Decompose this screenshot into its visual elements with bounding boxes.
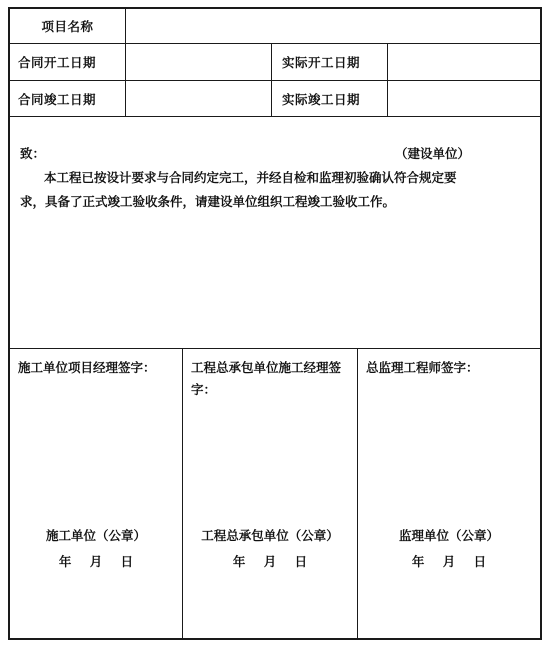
signature-block-general-contractor[interactable]: [183, 349, 358, 638]
signature-block-contractor[interactable]: [10, 349, 183, 638]
actual-completion-label: [272, 81, 388, 116]
completion-date-row: [10, 81, 540, 117]
notice-section: [10, 117, 540, 349]
notice-body-line-2: 求，具备了正式竣工验收条件，请建设单位组织工程竣工验收工作。: [20, 194, 396, 209]
contractor-date-label: 年 月 日: [58, 554, 134, 569]
supervisor-seal-label: 监理单位（公章）: [398, 528, 499, 543]
actual-completion-field[interactable]: [388, 81, 540, 116]
contractor-seal-label: 施工单位（公章）: [45, 528, 146, 543]
contract-completion-field[interactable]: [126, 81, 272, 116]
supervisor-date-label: 年 月 日: [411, 554, 487, 569]
general-contractor-date-label: 年 月 日: [232, 554, 308, 569]
general-contractor-manager-signature-label: 工程总承包单位施工经理签字：: [191, 360, 342, 397]
notice-to-label: 致：: [20, 146, 46, 161]
contractor-pm-signature-label: 施工单位项目经理签字：: [18, 360, 156, 375]
chief-supervisor-signature-label: 总监理工程师签字：: [366, 360, 479, 375]
completion-acceptance-form: [8, 7, 542, 640]
project-name-label-text: 项目名称: [41, 19, 94, 34]
actual-completion-label-text: 实际竣工日期: [282, 91, 361, 107]
contract-start-label-text: 合同开工日期: [18, 55, 97, 70]
project-name-label: [10, 9, 126, 43]
actual-start-label-text: 实际开工日期: [282, 55, 361, 70]
start-date-row: [10, 44, 540, 81]
project-name-row: [10, 9, 540, 44]
contract-start-field[interactable]: [126, 44, 272, 80]
general-contractor-seal-label: 工程总承包单位（公章）: [201, 528, 339, 543]
contract-completion-label-text: 合同竣工日期: [18, 91, 97, 107]
actual-start-field[interactable]: [388, 44, 540, 80]
actual-start-label: [272, 44, 388, 80]
notice-recipient: （建设单位）: [395, 146, 471, 161]
signature-block-supervisor[interactable]: [358, 349, 540, 638]
contract-completion-label: [10, 81, 126, 116]
contract-start-label: [10, 44, 126, 80]
project-name-field[interactable]: [126, 9, 540, 43]
notice-body-line-1: 本工程已按设计要求与合同约定完工，并经自检和监理初验确认符合规定要: [44, 170, 457, 185]
